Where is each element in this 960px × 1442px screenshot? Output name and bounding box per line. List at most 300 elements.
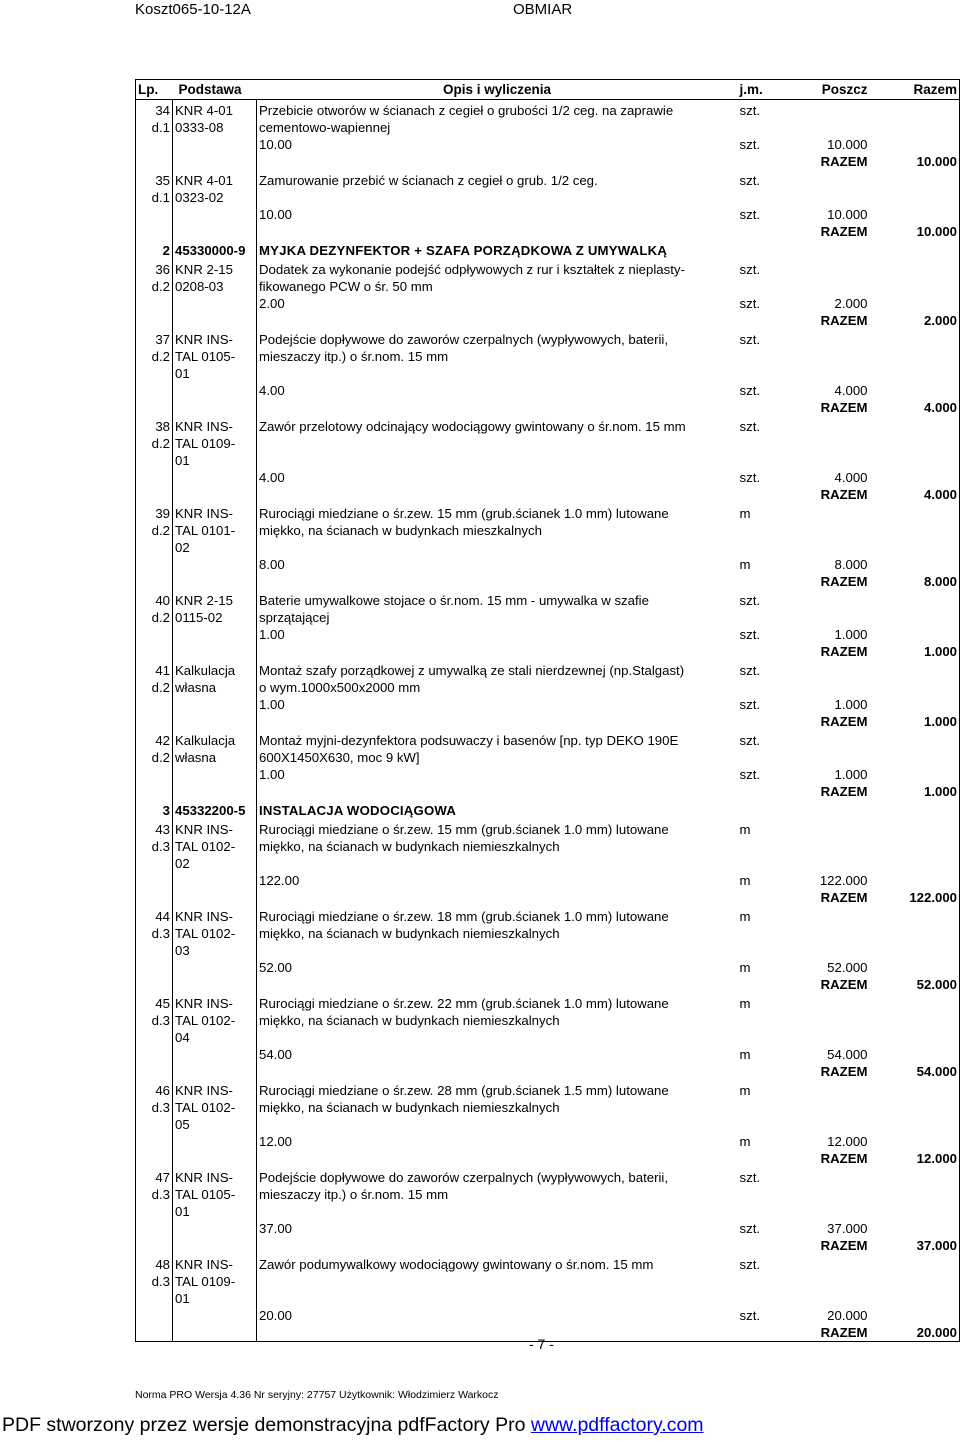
- item-row: [136, 730, 960, 749]
- item-unit: [738, 365, 778, 382]
- blank: [870, 119, 960, 136]
- item-row-cont: [136, 1116, 960, 1133]
- blank: [173, 223, 257, 240]
- section-header: [136, 800, 960, 819]
- item-description: Przebicie otworów w ścianach z cegieł o grubości 1/2 ceg. na zaprawie: [259, 103, 674, 118]
- blank: [173, 959, 257, 976]
- item-row: [136, 993, 960, 1012]
- item-row-cont: [136, 278, 960, 295]
- blank: [173, 136, 257, 153]
- blank: [173, 295, 257, 312]
- pdf-banner-text: PDF stworzony przez wersje demonstracyjna pdfFactory Pro: [2, 1414, 531, 1436]
- item-description: [257, 1116, 738, 1133]
- item-unit: szt.: [739, 593, 761, 608]
- razem-value: 1.000: [923, 784, 957, 799]
- blank: [257, 976, 738, 993]
- item-description: mieszaczy itp.) o śr.nom. 15 mm: [259, 1187, 449, 1202]
- item-description: Rurociągi miedziane o śr.zew. 18 mm (grub.ścianek 1.0 mm) lutowane: [259, 909, 669, 924]
- item-unit: [738, 1116, 778, 1133]
- item-basis: Kalkulacja: [173, 660, 257, 679]
- item-basis: 0323-02: [173, 189, 257, 206]
- item-lp-blank: [136, 942, 173, 959]
- poszcz-value: 54.000: [827, 1047, 868, 1062]
- blank: [870, 1220, 960, 1237]
- blank: [173, 1046, 257, 1063]
- cost-table: [135, 79, 960, 1342]
- blank: [173, 469, 257, 486]
- item-basis: 02: [173, 539, 257, 556]
- razem-value: 4.000: [923, 487, 957, 502]
- item-division: d.3: [136, 1012, 173, 1029]
- calc-unit: szt.: [739, 383, 761, 398]
- poszcz-value: 10.000: [827, 137, 868, 152]
- blank: [173, 1063, 257, 1080]
- blank: [778, 609, 870, 626]
- blank: [870, 1307, 960, 1324]
- calc-value: 8.00: [259, 557, 285, 572]
- razem-row: [136, 889, 960, 906]
- item-description: Podejście dopływowe do zaworów czerpalnych (wypływowych, baterii,: [259, 1170, 668, 1185]
- blank: [870, 170, 960, 189]
- blank: [136, 1220, 173, 1237]
- blank: [173, 382, 257, 399]
- item-basis: KNR 4-01: [173, 100, 257, 120]
- item-description: o wym.1000x500x2000 mm: [259, 680, 421, 695]
- item-row-cont: [136, 522, 960, 539]
- item-unit: [738, 1290, 778, 1307]
- razem-label: RAZEM: [820, 1325, 868, 1340]
- item-lp-blank: [136, 1029, 173, 1046]
- calc-unit: szt.: [739, 697, 761, 712]
- blank: [870, 503, 960, 522]
- blank: [173, 766, 257, 783]
- item-unit: m: [739, 506, 751, 521]
- blank: [173, 872, 257, 889]
- blank: [173, 1133, 257, 1150]
- item-unit: m: [739, 1083, 751, 1098]
- item-unit: szt.: [739, 1170, 761, 1185]
- blank: [136, 206, 173, 223]
- poszcz-value: 1.000: [834, 627, 868, 642]
- section-code: 45332200-5: [173, 800, 257, 819]
- item-basis: KNR 4-01: [173, 170, 257, 189]
- blank: [136, 696, 173, 713]
- item-description: miękko, na ścianach w budynkach mieszkalnych: [259, 523, 542, 538]
- blank: [778, 1080, 870, 1099]
- blank: [136, 1046, 173, 1063]
- item-basis: 01: [173, 1203, 257, 1220]
- razem-label: RAZEM: [820, 784, 868, 799]
- item-unit: [738, 855, 778, 872]
- blank: [778, 329, 870, 348]
- item-row-cont: [136, 435, 960, 452]
- razem-row: [136, 153, 960, 170]
- blank: [778, 925, 870, 942]
- calc-value: 1.00: [259, 627, 285, 642]
- item-row-cont: [136, 119, 960, 136]
- blank: [870, 329, 960, 348]
- item-basis: TAL 0109-: [173, 1273, 257, 1290]
- poszcz-value: 12.000: [827, 1134, 868, 1149]
- razem-row: [136, 783, 960, 800]
- item-number: 43: [136, 819, 173, 838]
- blank: [136, 486, 173, 503]
- blank: [778, 348, 870, 365]
- poszcz-value: 1.000: [834, 767, 868, 782]
- calc-row: [136, 696, 960, 713]
- item-unit: m: [739, 996, 751, 1011]
- blank: [136, 1063, 173, 1080]
- item-lp-blank: [136, 1290, 173, 1307]
- item-description: miękko, na ścianach w budynkach niemieszkalnych: [259, 839, 560, 854]
- section-title: INSTALACJA WODOCIĄGOWA: [259, 803, 457, 818]
- blank: [173, 889, 257, 906]
- item-basis: KNR INS-: [173, 503, 257, 522]
- razem-row: [136, 713, 960, 730]
- item-basis: własna: [173, 749, 257, 766]
- blank: [778, 590, 870, 609]
- poszcz-value: 4.000: [834, 383, 868, 398]
- item-row-cont: [136, 1290, 960, 1307]
- item-basis: 03: [173, 942, 257, 959]
- item-division: d.2: [136, 749, 173, 766]
- col-jm: j.m.: [738, 80, 778, 100]
- blank: [778, 503, 870, 522]
- item-basis: KNR 2-15: [173, 259, 257, 278]
- blank: [136, 889, 173, 906]
- item-description: [257, 1203, 738, 1220]
- blank: [778, 1116, 870, 1133]
- item-lp-blank: [136, 452, 173, 469]
- item-description: Dodatek za wykonanie podejść odpływowych z rur i kształtek z nieplasty-: [259, 262, 685, 277]
- razem-label: RAZEM: [820, 313, 868, 328]
- blank: [257, 889, 738, 906]
- item-unit: [738, 609, 778, 626]
- item-basis: własna: [173, 679, 257, 696]
- blank: [870, 925, 960, 942]
- item-row-cont: [136, 749, 960, 766]
- item-row-cont: [136, 1029, 960, 1046]
- blank: [173, 713, 257, 730]
- razem-label: RAZEM: [820, 224, 868, 239]
- item-description: Montaż szafy porządkowej z umywalką ze stali nierdzewnej (np.Stalgast): [259, 663, 685, 678]
- blank: [778, 259, 870, 278]
- blank: [778, 189, 870, 206]
- razem-value: 54.000: [916, 1064, 957, 1079]
- item-basis: KNR INS-: [173, 1167, 257, 1186]
- blank: [870, 435, 960, 452]
- blank: [778, 679, 870, 696]
- poszcz-value: 52.000: [827, 960, 868, 975]
- item-number: 36: [136, 259, 173, 278]
- razem-row: [136, 976, 960, 993]
- blank: [778, 119, 870, 136]
- razem-value: 52.000: [916, 977, 957, 992]
- poszcz-value: 20.000: [827, 1308, 868, 1323]
- item-row: [136, 259, 960, 278]
- item-description: [257, 539, 738, 556]
- item-basis: 02: [173, 855, 257, 872]
- item-row-cont: [136, 925, 960, 942]
- blank: [257, 1150, 738, 1167]
- item-unit: szt.: [739, 332, 761, 347]
- item-description: Rurociągi miedziane o śr.zew. 22 mm (grub.ścianek 1.0 mm) lutowane: [259, 996, 669, 1011]
- blank: [257, 1324, 738, 1342]
- razem-row: [136, 1237, 960, 1254]
- blank: [738, 153, 778, 170]
- calc-value: 122.00: [259, 873, 300, 888]
- item-row-cont: [136, 452, 960, 469]
- item-basis: TAL 0109-: [173, 435, 257, 452]
- blank: [136, 626, 173, 643]
- item-description: Podejście dopływowe do zaworów czerpalnych (wypływowych, baterii,: [259, 332, 668, 347]
- blank: [870, 206, 960, 223]
- item-basis: TAL 0102-: [173, 925, 257, 942]
- item-description: [257, 365, 738, 382]
- blank: [738, 713, 778, 730]
- razem-value: 2.000: [923, 313, 957, 328]
- blank: [173, 1324, 257, 1342]
- blank: [870, 1029, 960, 1046]
- item-row-cont: [136, 1273, 960, 1290]
- item-row-cont: [136, 1186, 960, 1203]
- item-description: [257, 855, 738, 872]
- razem-row: [136, 312, 960, 329]
- calc-unit: szt.: [739, 207, 761, 222]
- blank: [870, 1290, 960, 1307]
- item-row-cont: [136, 679, 960, 696]
- item-row: [136, 1254, 960, 1273]
- item-unit: [738, 1012, 778, 1029]
- calc-unit: m: [739, 1047, 751, 1062]
- razem-value: 1.000: [923, 644, 957, 659]
- blank: [778, 1012, 870, 1029]
- pdf-banner: [2, 1414, 704, 1437]
- item-number: 39: [136, 503, 173, 522]
- blank: [778, 838, 870, 855]
- blank: [778, 1186, 870, 1203]
- blank: [257, 486, 738, 503]
- item-basis: KNR INS-: [173, 906, 257, 925]
- item-unit: [738, 925, 778, 942]
- item-division: d.2: [136, 348, 173, 365]
- calc-value: 52.00: [259, 960, 293, 975]
- poszcz-value: 37.000: [827, 1221, 868, 1236]
- item-unit: szt.: [739, 103, 761, 118]
- blank: [870, 1116, 960, 1133]
- blank: [173, 399, 257, 416]
- item-basis: TAL 0102-: [173, 1099, 257, 1116]
- item-unit: [738, 1099, 778, 1116]
- blank: [778, 1167, 870, 1186]
- pdf-banner-link[interactable]: www.pdffactory.com: [530, 1414, 704, 1436]
- calc-value: 37.00: [259, 1221, 293, 1236]
- item-description: [257, 452, 738, 469]
- calc-row: [136, 626, 960, 643]
- blank: [870, 819, 960, 838]
- poszcz-value: 2.000: [834, 296, 868, 311]
- calc-value: 20.00: [259, 1308, 293, 1323]
- item-description: Rurociągi miedziane o śr.zew. 28 mm (grub.ścianek 1.5 mm) lutowane: [259, 1083, 669, 1098]
- item-row-cont: [136, 189, 960, 206]
- blank: [257, 643, 738, 660]
- blank: [257, 312, 738, 329]
- calc-value: 10.00: [259, 137, 293, 152]
- calc-value: 12.00: [259, 1134, 293, 1149]
- item-unit: [738, 749, 778, 766]
- blank: [257, 1237, 738, 1254]
- section-title: MYJKA DEZYNFEKTOR + SZAFA PORZĄDKOWA Z UMYWALKĄ: [259, 243, 668, 258]
- blank: [870, 1133, 960, 1150]
- item-row-cont: [136, 348, 960, 365]
- calc-unit: szt.: [739, 767, 761, 782]
- blank: [778, 660, 870, 679]
- blank: [778, 435, 870, 452]
- item-row-cont: [136, 609, 960, 626]
- item-lp-blank: [136, 1116, 173, 1133]
- item-row-cont: [136, 365, 960, 382]
- item-row-cont: [136, 942, 960, 959]
- section-header: [136, 240, 960, 259]
- blank: [870, 1186, 960, 1203]
- item-description: [257, 1273, 738, 1290]
- item-description: [257, 1290, 738, 1307]
- item-unit: [738, 1029, 778, 1046]
- blank: [257, 399, 738, 416]
- section-code: 45330000-9: [173, 240, 257, 259]
- calc-row: [136, 136, 960, 153]
- item-number: 44: [136, 906, 173, 925]
- calc-unit: m: [739, 960, 751, 975]
- item-lp-blank: [136, 855, 173, 872]
- item-description: 600X1450X630, moc 9 kW]: [259, 750, 420, 765]
- calc-row: [136, 469, 960, 486]
- blank: [136, 556, 173, 573]
- blank: [136, 783, 173, 800]
- blank: [738, 1237, 778, 1254]
- item-division: d.2: [136, 679, 173, 696]
- item-unit: [738, 189, 778, 206]
- blank: [257, 783, 738, 800]
- calc-unit: m: [739, 873, 751, 888]
- calc-value: 10.00: [259, 207, 293, 222]
- item-basis: 0115-02: [173, 609, 257, 626]
- blank: [778, 819, 870, 838]
- item-basis: TAL 0102-: [173, 838, 257, 855]
- blank: [778, 993, 870, 1012]
- calc-unit: szt.: [739, 296, 761, 311]
- blank: [136, 872, 173, 889]
- blank: [136, 1133, 173, 1150]
- item-row: [136, 819, 960, 838]
- blank: [173, 696, 257, 713]
- blank: [173, 153, 257, 170]
- blank: [870, 660, 960, 679]
- blank: [870, 382, 960, 399]
- item-row: [136, 660, 960, 679]
- blank: [778, 1203, 870, 1220]
- item-row: [136, 1080, 960, 1099]
- razem-row: [136, 486, 960, 503]
- item-division: d.2: [136, 435, 173, 452]
- calc-row: [136, 1220, 960, 1237]
- blank: [136, 136, 173, 153]
- blank: [778, 522, 870, 539]
- blank: [778, 1099, 870, 1116]
- item-number: 47: [136, 1167, 173, 1186]
- item-description: Baterie umywalkowe stojace o śr.nom. 15 mm - umywalka w szafie: [259, 593, 649, 608]
- razem-label: RAZEM: [820, 644, 868, 659]
- blank: [173, 1150, 257, 1167]
- item-basis: 05: [173, 1116, 257, 1133]
- blank: [778, 539, 870, 556]
- blank: [257, 1063, 738, 1080]
- item-row-cont: [136, 855, 960, 872]
- blank: [870, 556, 960, 573]
- item-row: [136, 170, 960, 189]
- item-basis: 01: [173, 452, 257, 469]
- item-unit: szt.: [739, 419, 761, 434]
- item-number: 35: [136, 170, 173, 189]
- blank: [738, 312, 778, 329]
- blank: [136, 1237, 173, 1254]
- blank: [870, 1254, 960, 1273]
- item-basis: KNR 2-15: [173, 590, 257, 609]
- item-row-cont: [136, 1012, 960, 1029]
- blank: [870, 749, 960, 766]
- poszcz-value: 1.000: [834, 697, 868, 712]
- blank: [870, 278, 960, 295]
- item-row: [136, 100, 960, 120]
- item-description: Rurociągi miedziane o śr.zew. 15 mm (grub.ścianek 1.0 mm) lutowane: [259, 822, 669, 837]
- blank: [778, 1290, 870, 1307]
- blank: [738, 976, 778, 993]
- blank: [136, 976, 173, 993]
- section-lp: 2: [136, 240, 173, 259]
- razem-value: 4.000: [923, 400, 957, 415]
- blank: [870, 1273, 960, 1290]
- document-title: OBMIAR: [513, 1, 573, 18]
- item-description: fikowanego PCW o śr. 50 mm: [259, 279, 433, 294]
- item-basis: 01: [173, 365, 257, 382]
- blank: [870, 259, 960, 278]
- item-description: [257, 1029, 738, 1046]
- item-unit: [738, 1203, 778, 1220]
- razem-value: 1.000: [923, 714, 957, 729]
- item-division: d.2: [136, 278, 173, 295]
- item-number: 34: [136, 100, 173, 120]
- item-unit: [738, 522, 778, 539]
- blank: [870, 696, 960, 713]
- item-unit: [738, 119, 778, 136]
- item-unit: m: [739, 822, 751, 837]
- razem-label: RAZEM: [820, 1238, 868, 1253]
- item-row: [136, 906, 960, 925]
- item-number: 48: [136, 1254, 173, 1273]
- calc-row: [136, 382, 960, 399]
- calc-row: [136, 766, 960, 783]
- blank: [257, 223, 738, 240]
- blank: [870, 452, 960, 469]
- blank: [173, 626, 257, 643]
- calc-unit: szt.: [739, 137, 761, 152]
- item-lp-blank: [136, 365, 173, 382]
- poszcz-value: 10.000: [827, 207, 868, 222]
- calc-value: 4.00: [259, 470, 285, 485]
- item-unit: [738, 539, 778, 556]
- item-unit: szt.: [739, 733, 761, 748]
- blank: [778, 416, 870, 435]
